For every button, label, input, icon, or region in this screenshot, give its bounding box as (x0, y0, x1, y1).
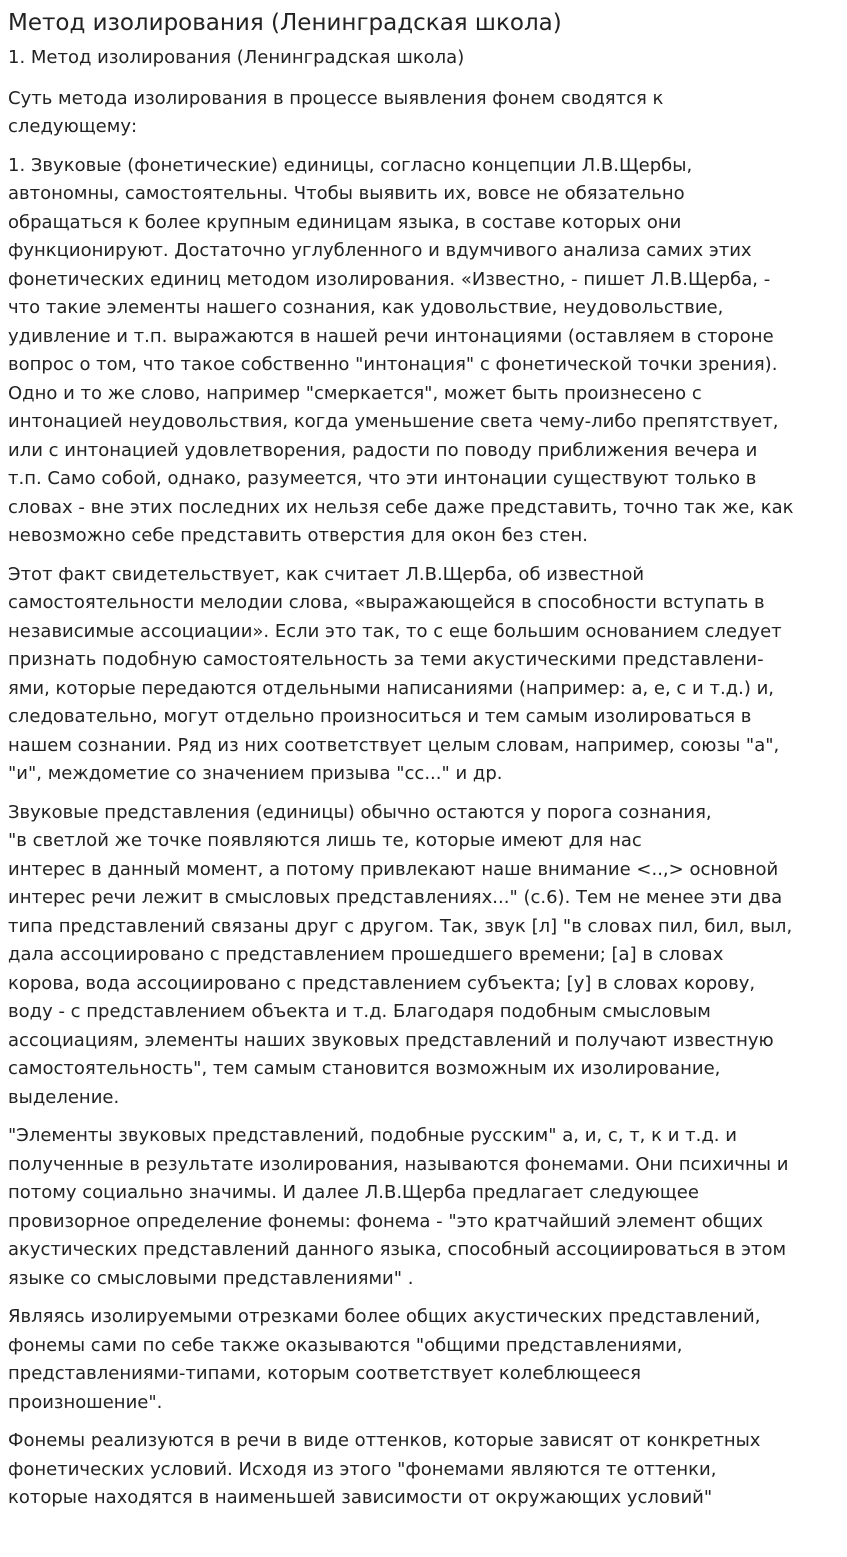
section-subtitle: 1. Метод изолирования (Ленинградская школа) (8, 47, 465, 68)
paragraph-shades: Фонемы реализуются в речи в виде оттенков, которые зависят от конкретных фонетических условий. Исходя из этого "фонемами являются те оттенки, которые находятся в наименьшей зависимости от окружающих условий" (8, 1430, 761, 1508)
paragraph-general-representations: Являясь изолируемыми отрезками более общих акустических представлений, фонемы сами по себе также оказываются "общими представлениями, представлениями-типами, которым соответствует колеблющееся произношение". (8, 1306, 761, 1413)
paragraph-intro: Суть метода изолирования в процессе выявления фонем сводятся к следующему: (8, 87, 664, 137)
paragraph-sound-representations: Звуковые представления (единицы) обычно остаются у порога сознания, "в светлой же точке появляются лишь те, которые имеют для нас интерес в данный момент, а потому привлекают наше внимание <..,> основной интерес речи лежит в смысловых представлениях..." (с.6). Тем не менее эти два типа представлений связаны друг с другом. Так, звук [л] "в словах пил, бил, выл, дала ассоциировано с представлением прошедшего времени; [а] в словах корова, вода ассоциировано с представлением субъекта; [у] в словах корову, воду - с представлением объекта и т.д. Благодаря подобным смысловым ассоциациям, элементы наших звуковых представлений и получают известную самостоятельность", тем самым становится возможным их изолирование, выделение. (8, 801, 793, 1108)
page-title: Метод изолирования (Ленинградская школа) (8, 10, 562, 36)
paragraph-point-1: 1. Звуковые (фонетические) единицы, согласно концепции Л.В.Щербы, автономны, самостоятельны. Чтобы выявить их, вовсе не обязательно обращаться к более крупным единицам языка, в составе которых они функционируют. Достаточно углубленного и вдумчивого анализа самих этих фонетических единиц методом изолирования. «Известно, - пишет Л.В.Щерба, - что такие элементы нашего сознания, как удовольствие, неудовольствие, удивление и т.п. выражаются в нашей речи интонациями (оставляем в стороне вопрос о том, что такое собственно "интонация" с фонетической точки зрения). Одно и то же слово, например "смеркается", может быть произнесено с интонацией неудовольствия, когда уменьшение света чему-либо препятствует, или с интонацией удовлетворения, радости по поводу приближения вечера и т.п. Само собой, однако, разумеется, что эти интонации существуют только в словах - вне этих последних их нельзя себе даже представить, точно так же, как невозможно себе представить отверстия для окон без стен. (8, 154, 794, 546)
paragraph-melody: Этот факт свидетельствует, как считает Л.В.Щерба, об известной самостоятельности мелодии слова, «выражающейся в способности вступать в независимые ассоциации». Если это так, то с еще большим основанием следует признать подобную самостоятельность за теми акустическими представлени- ями, которые передаются отдельными написаниями (например: а, е, с и т.д.) и, следовательно, могут отдельно произноситься и тем самым изолироваться в нашем сознании. Ряд из них соответствует целым словам, например, союзы "а", "и", междометие со значением призыва "сс..." и др. (8, 563, 782, 784)
paragraph-phoneme-definition: "Элементы звуковых представлений, подобные русским" а, и, с, т, к и т.д. и полученные в результате изолирования, называются фонемами. Они психичны и потому социально значимы. И далее Л.В.Щерба предлагает следующее провизорное определение фонемы: фонема - "это кратчайший элемент общих акустических представлений данного языка, способный ассоциироваться в этом языке со смысловыми представлениями" . (8, 1125, 789, 1289)
